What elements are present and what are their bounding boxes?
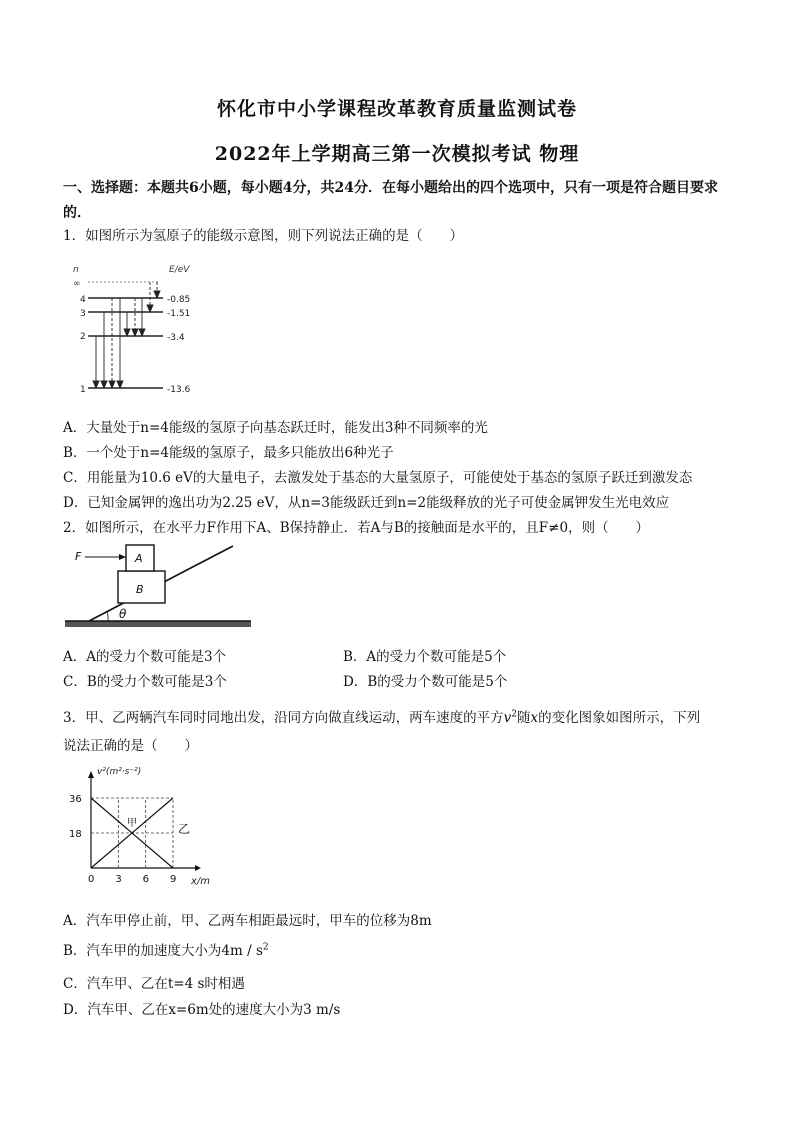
angle-label: θ — [119, 607, 127, 621]
q2-option-d: D．B的受力个数可能是5个 — [343, 674, 508, 690]
x-axis-label: x/m — [191, 876, 211, 887]
q3-stem-part-a: 3．甲、乙两辆汽车同时同地出发，沿同方向做直线运动，两车速度的平方 — [63, 710, 504, 726]
level-2-label: 2 — [80, 332, 86, 342]
q3-stem-part-c: 的变化图象如图所示，下列 — [538, 710, 701, 726]
v2-x-chart — [63, 760, 223, 895]
q3-stem-v: v — [503, 710, 512, 726]
y-axis-label: v²(m²·s⁻²) — [97, 767, 142, 777]
x-axis-arrow — [195, 865, 201, 871]
series-label-yi: 乙 — [178, 822, 191, 836]
x-tick-9: 9 — [170, 874, 177, 885]
q2-stem: 2．如图所示，在水平力F作用下A、B保持静止．若A与B的接触面是水平的，且F≠0，则（ ） — [63, 520, 650, 536]
q3-option-c: C．汽车甲、乙在t=4 s时相遇 — [63, 976, 245, 992]
q2-option-b: B．A的受力个数可能是5个 — [343, 649, 507, 665]
q3-stem-line1 — [63, 706, 700, 726]
y-tick-18: 18 — [69, 829, 82, 840]
level-4-energy: -0.85 — [167, 295, 191, 305]
level-1-label: 1 — [80, 385, 86, 395]
block-a-label: A — [135, 552, 143, 565]
x-tick-0: 0 — [88, 874, 95, 885]
level-1-energy: -13.6 — [167, 385, 191, 395]
q1-stem: 1．如图所示为氢原子的能级示意图，则下列说法正确的是（ ） — [63, 228, 464, 244]
x-tick-6: 6 — [142, 874, 150, 885]
q1-option-d: D．已知金属钾的逸出功为2.25 eV，从n=3能级跃迁到n=2能级释放的光子可使金属钾发生光电效应 — [63, 495, 670, 511]
y-tick-36: 36 — [69, 794, 82, 805]
q2-option-a: A．A的受力个数可能是3个 — [63, 649, 227, 665]
incline-block-diagram — [63, 538, 253, 636]
series-label-jia: 甲 — [127, 818, 137, 829]
block-b-label: B — [136, 583, 144, 596]
q3-option-a: A．汽车甲停止前，甲、乙两车相距最远时，甲车的位移为8m — [63, 913, 432, 929]
q3-stem-sup: 2 — [511, 709, 517, 720]
y-axis-arrow — [88, 771, 94, 778]
exam-subtitle: 2022年上学期高三第一次模拟考试 物理 — [214, 143, 580, 165]
infinity-label: ∞ — [73, 279, 81, 289]
level-3-label: 3 — [80, 309, 86, 319]
q3-stem-part-b: 随 — [516, 710, 531, 726]
level-3-energy: -1.51 — [167, 309, 191, 319]
q1-option-c: C．用能量为10.6 eV的大量电子，去激发处于基态的大量氢原子，可能使处于基态的氢原子跃迁到激发态 — [63, 470, 693, 486]
force-label: F — [75, 550, 82, 563]
n-axis-label: n — [73, 265, 79, 275]
q1-option-b: B．一个处于n=4能级的氢原子，最多只能放出6种光子 — [63, 445, 394, 461]
section-heading: 一、选择题：本题共6小题，每小题4分，共24分．在每小题给出的四个选项中，只有一项是符合题目要求的． — [63, 180, 718, 221]
q2-option-c: C．B的受力个数可能是3个 — [63, 674, 227, 690]
q3-stem-line2: 说法正确的是（ ） — [63, 738, 198, 754]
q3-option-b-sup: 2 — [262, 942, 269, 953]
x-tick-3: 3 — [115, 874, 122, 885]
energy-level-diagram — [63, 256, 208, 402]
q3-option-d: D．汽车甲、乙在x=6m处的速度大小为3 m/s — [63, 1002, 341, 1018]
energy-axis-label: E/eV — [169, 265, 190, 275]
q3-stem-x: x — [530, 710, 539, 726]
exam-title: 怀化市中小学课程改革教育质量监测试卷 — [216, 98, 577, 120]
q3-option-b — [63, 939, 269, 959]
ground — [65, 621, 251, 627]
level-4-label: 4 — [80, 295, 86, 305]
q3-option-b-text: B．汽车甲的加速度大小为4m / s — [63, 943, 263, 959]
q1-option-a: A．大量处于n=4能级的氢原子向基态跃迁时，能发出3种不同频率的光 — [63, 420, 488, 436]
level-2-energy: -3.4 — [167, 333, 185, 343]
